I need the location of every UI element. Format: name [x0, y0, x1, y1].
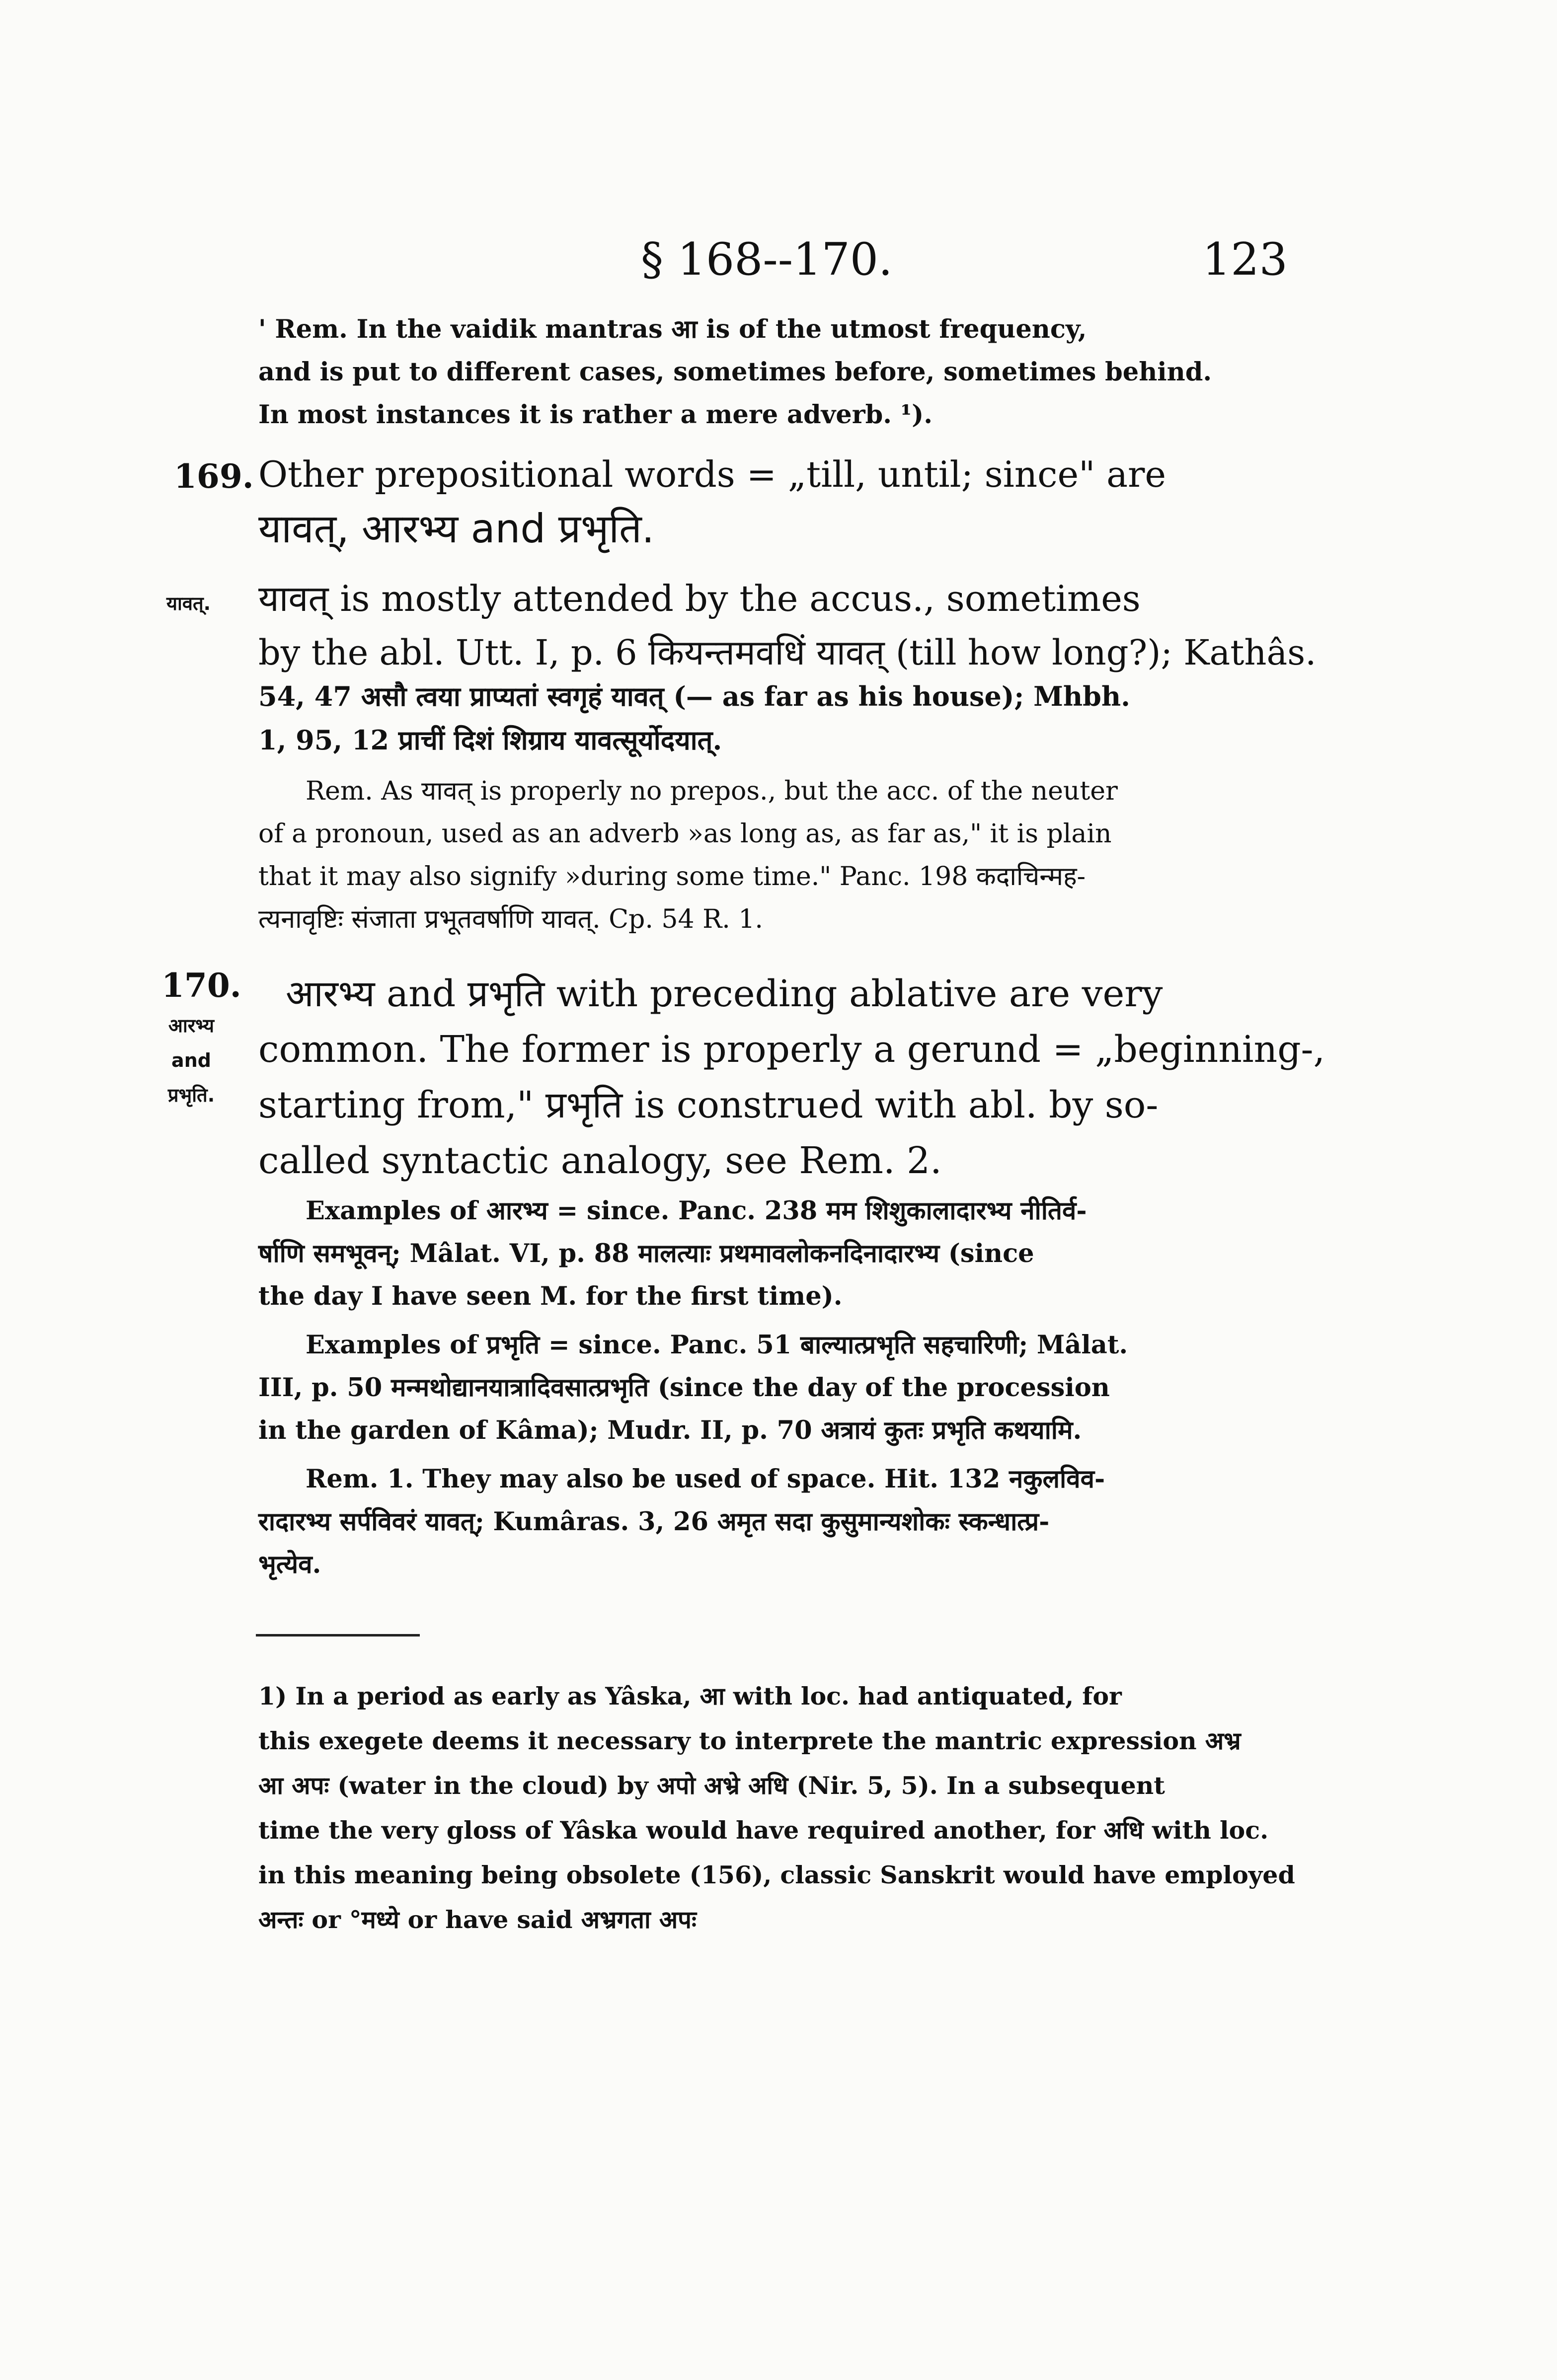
text-line: आरभ्य and प्रभृति with preceding ablative are very — [286, 972, 1163, 1015]
text-line: Other prepositional words = „till, until; since" are — [258, 453, 1167, 495]
margin-note-yavat: यावत्. — [166, 593, 211, 614]
text-line: Examples of आरभ्य = since. Panc. 238 मम शिशुकालादारभ्य नीतिर्व- — [306, 1196, 1087, 1226]
text-line: यावत्, आरभ्य and प्रभृति. — [258, 506, 655, 552]
text-line: in this meaning being obsolete (156), classic Sanskrit would have employed — [258, 1860, 1295, 1889]
text-line: common. The former is properly a gerund = „beginning-, — [258, 1028, 1325, 1071]
text-line: 1, 95, 12 प्राचीं दिशं शिग्राय यावत्सूर्योदयात्. — [258, 724, 722, 756]
margin-word: प्रभृति. — [167, 1084, 215, 1106]
text-line: 1) In a period as early as Yâska, आ with loc. had antiquated, for — [258, 1682, 1122, 1711]
examples-arabhya — [258, 1190, 1087, 1318]
text-line: this exegete deems it necessary to interprete the mantric expression अभ्र — [258, 1726, 1241, 1755]
text-line: त्यनावृष्टिः संजाता प्रभूतवर्षाणि यावत्. Cp. 54 R. 1. — [258, 904, 763, 934]
text-line: the day I have seen M. for the first time). — [258, 1281, 843, 1311]
page-number: 123 — [1202, 233, 1288, 286]
footnote — [258, 1674, 1295, 1942]
page-header — [0, 233, 1557, 286]
text-line: Rem. 1. They may also be used of space. Hit. 132 नकुलविव- — [306, 1464, 1105, 1494]
remark-1-space — [258, 1458, 1105, 1586]
text-line: In most instances it is rather a mere adverb. ¹). — [258, 400, 933, 430]
section-range: § 168--170. — [641, 233, 893, 286]
text-line: in the garden of Kâma); Mudr. II, p. 70 अत्रायं कुतः प्रभृति कथयामि. — [258, 1415, 1082, 1445]
text-line: that it may also signify »during some time." Panc. 198 कदाचिन्मह- — [258, 862, 1086, 892]
text-line: by the abl. Utt. I, p. 6 कियन्तमवधिं यावत् (till how long?); Kathâs. — [258, 632, 1317, 673]
text-line: यावत् is mostly attended by the accus., sometimes — [258, 578, 1141, 619]
text-line: III, p. 50 मन्मथोद्यानयात्रादिवसात्प्रभृति (since the day of the procession — [258, 1373, 1110, 1403]
section-number-169: 169. — [174, 457, 254, 496]
text-line: of a pronoun, used as an adverb »as long as, as far as," it is plain — [258, 819, 1112, 849]
text-line: starting from," प्रभृति is construed with abl. by so- — [258, 1084, 1159, 1126]
text-line: र्षाणि समभूवन्; Mâlat. VI, p. 88 मालत्याः प्रथमावलोकनदिनादारभ्य (since — [258, 1239, 1034, 1268]
margin-word: and — [171, 1049, 211, 1071]
text-line: time the very gloss of Yâska would have required another, for अधि with loc. — [258, 1816, 1269, 1845]
examples-prabhrti — [258, 1324, 1128, 1452]
footnote-divider — [256, 1634, 420, 1636]
text-line: called syntactic analogy, see Rem. 2. — [258, 1139, 942, 1182]
yavat-paragraph-cont — [258, 631, 1316, 762]
text-line: भृत्येव. — [258, 1550, 321, 1579]
text-line: अन्तः or °मध्ये or have said अभ्रगता अपः — [258, 1905, 697, 1934]
text-line: Examples of प्रभृति = since. Panc. 51 बाल्यात्प्रभृति सहचारिणी; Mâlat. — [306, 1330, 1128, 1360]
margin-word: आरभ्य — [168, 1015, 215, 1037]
remark-vaidik — [258, 308, 1212, 436]
margin-note-arabhya — [159, 1008, 224, 1113]
text-line: ' Rem. In the vaidik mantras आ is of the utmost frequency, — [258, 314, 1087, 344]
section-170-text — [258, 966, 1325, 1189]
section-169-text — [258, 447, 1166, 556]
yavat-remark — [258, 770, 1118, 941]
text-line: 54, 47 असौ त्वया प्राप्यतां स्वगृहं यावत् (— as far as his house); Mhbh. — [258, 680, 1130, 712]
yavat-paragraph — [258, 571, 1141, 626]
text-line: Rem. As यावत् is properly no prepos., but the acc. of the neuter — [306, 776, 1118, 806]
section-number-170: 170. — [161, 966, 241, 1005]
text-line: and is put to different cases, sometimes before, sometimes behind. — [258, 357, 1212, 387]
text-line: आ अपः (water in the cloud) by अपो अभ्रे अधि (Nir. 5, 5). In a subsequent — [258, 1771, 1165, 1800]
text-line: रादारभ्य सर्पविवरं यावत्; Kumâras. 3, 26 अमृत सदा कुसुमान्यशोकः स्कन्धात्प्र- — [258, 1507, 1050, 1537]
